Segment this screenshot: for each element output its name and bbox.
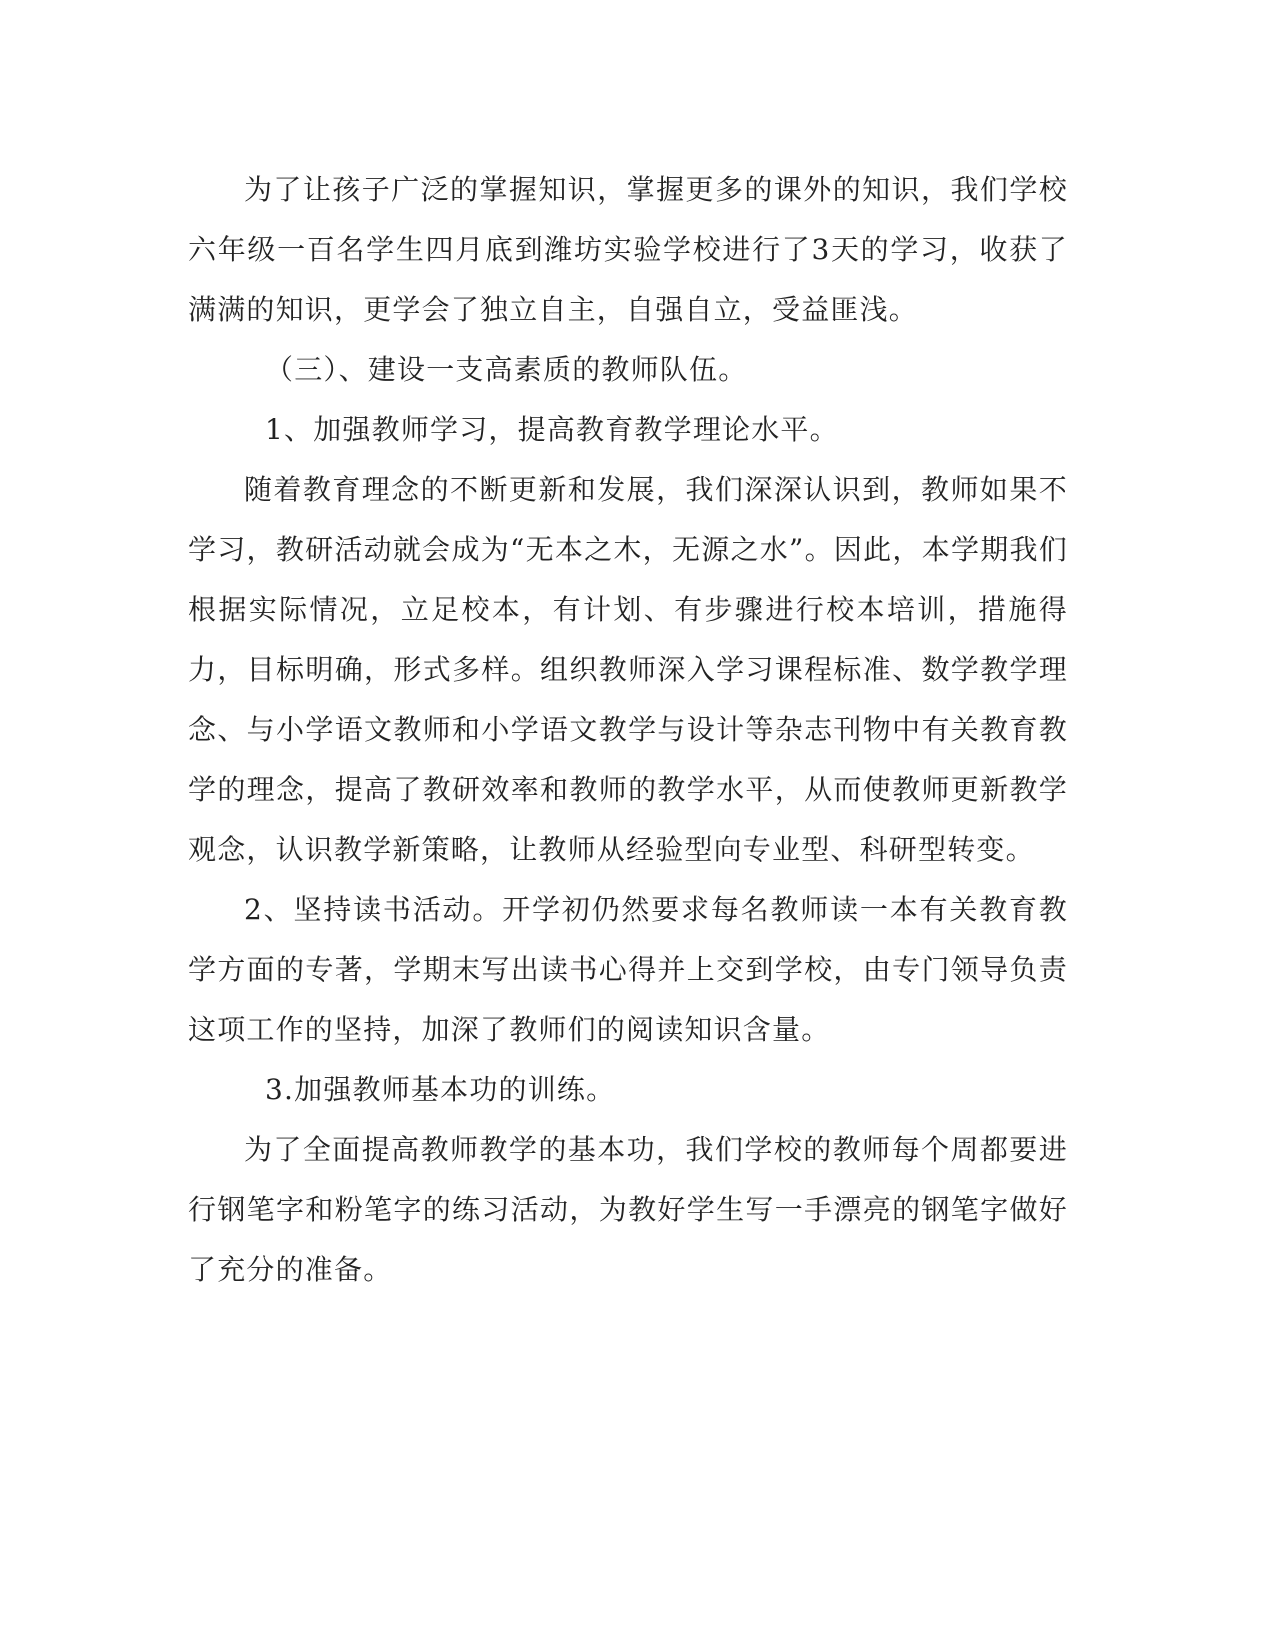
paragraph-study-trip: 为了让孩子广泛的掌握知识，掌握更多的课外的知识，我们学校六年级一百名学生四月底到潍坊实验学校进行了3天的学习，收获了满满的知识，更学会了独立自主，自强自立，受益匪浅。	[188, 173, 1068, 326]
paragraph-reading-activity: 2、坚持读书活动。开学初仍然要求每名教师读一本有关教育教学方面的专著，学期末写出读书心得并上交到学校，由专门领导负责这项工作的坚持，加深了教师们的阅读知识含量。	[188, 893, 1068, 1046]
subsection-heading-teacher-learning: 1、加强教师学习，提高教育教学理论水平。	[265, 413, 839, 446]
section-heading-teacher-team: （三）、建设一支高素质的教师队伍。	[265, 353, 748, 386]
document-body	[188, 160, 1068, 1300]
paragraph-basic-skills: 为了全面提高教师教学的基本功，我们学校的教师每个周都要进行钢笔字和粉笔字的练习活动，为教好学生写一手漂亮的钢笔字做好了充分的准备。	[188, 1133, 1068, 1286]
subsection-heading-basic-skills: 3.加强教师基本功的训练。	[265, 1073, 616, 1106]
paragraph-teacher-learning: 随着教育理念的不断更新和发展，我们深深认识到，教师如果不学习，教研活动就会成为“无本之木，无源之水”。因此，本学期我们根据实际情况，立足校本，有计划、有步骤进行校本培训，措施得力，目标明确，形式多样。组织教师深入学习课程标准、数学教学理念、与小学语文教师和小学语文教学与设计等杂志刊物中有关教育教学的理念，提高了教研效率和教师的教学水平，从而使教师更新教学观念，认识教学新策略，让教师从经验型向专业型、科研型转变。	[188, 473, 1068, 866]
